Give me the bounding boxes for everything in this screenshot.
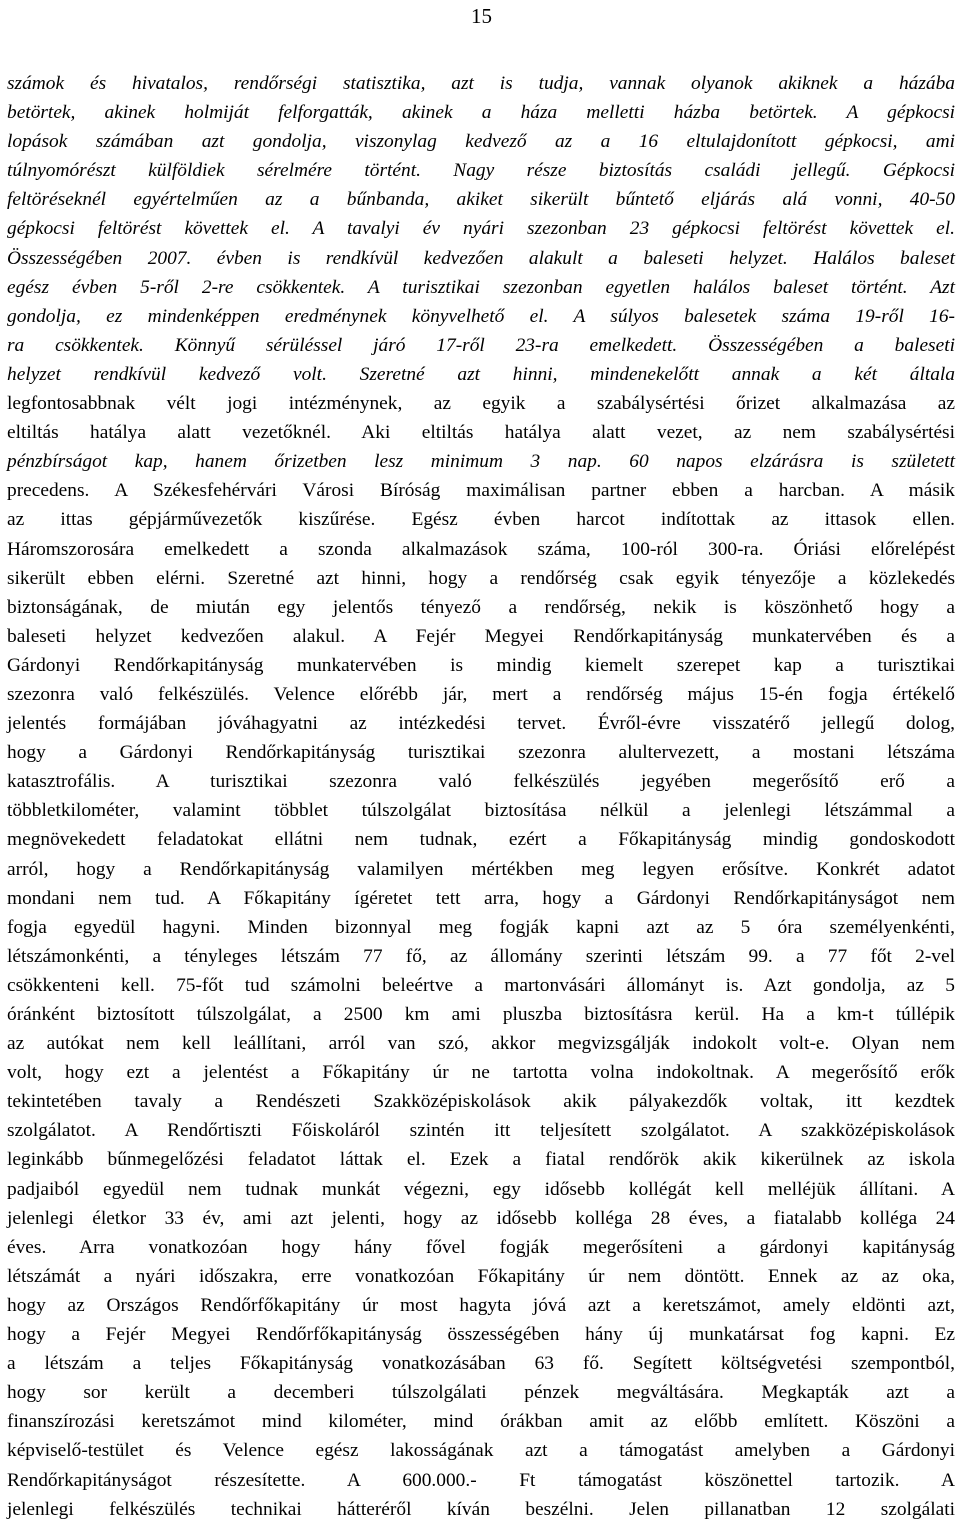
text-line: sikerült ebben elérni. Szeretné azt hinni, hogy a rendőrség csak egyik tényezője a közlekedés (7, 567, 955, 589)
text-line: katasztrofális. A turisztikai szezonra való felkészülés jegyében megerősítő erő a (7, 771, 955, 793)
text-line: hogy sor került a decemberi túlszolgálati pénzek megváltására. Megkapták azt a (7, 1382, 955, 1404)
text-line: arról, hogy a Rendőrkapitányság valamilyen mértékben meg legyen erősítve. Konkrét adatot (7, 858, 955, 880)
text-line: hogy a Fejér Megyei Rendőrfőkapitányság összességében hány új munkatársat fog kapni. Ez (7, 1324, 955, 1346)
text-line: feltöréseknél egyértelműen az a bűnbanda, akiket sikerült bűntető eljárás alá vonni, 40-50 (7, 189, 955, 211)
text-line: Gárdonyi Rendőrkapitányság munkatervében is mindig kiemelt szerepet kap a turisztikai (7, 654, 955, 676)
text-line: szezonra való felkészülés. Velence előrébb jár, mert a rendőrség május 15-én fogja értékelő (7, 683, 955, 705)
text-line: mondani nem tud. A Főkapitány ígéretet tett arra, hogy a Gárdonyi Rendőrkapitányságot nem (7, 887, 955, 909)
text-line: csökkenteni kell. 75-főt tud számolni beleértve a martonvásári állományt is. Azt gondolja, az 5 (7, 974, 955, 996)
text-line: finanszírozási keretszámot mind kilométer, mind órákban amit az előbb említett. Köszöni a (7, 1411, 955, 1433)
text-line: megnövekedett feladatokat ellátni nem tudnak, ezért a Főkapitányság mindig gondoskodott (7, 829, 955, 851)
text-line: ra csökkentek. Könnyű sérüléssel járó 17-ről 23-ra emelkedett. Összességében a baleseti (7, 334, 955, 356)
text-line: hogy a Gárdonyi Rendőrkapitányság turisztikai szezonra alultervezett, a mostani létszáma (7, 742, 955, 764)
text-line: volt, hogy ezt a jelentést a Főkapitány úr ne tartotta volna indokoltnak. A megerősítő erők (7, 1062, 955, 1084)
text-line: egész évben 5-ről 2-re csökkentek. A turisztikai szezonban egyetlen halálos baleset történt. Azt (7, 276, 955, 298)
text-line: fogja egyedül hagyni. Minden bizonnyal meg fogják kapni azt az 5 óra személyenkénti, (7, 916, 955, 938)
text-line: túlnyomórészt külföldiek sérelmére történt. Nagy része biztosítás családi jellegű. Gépkocsi (7, 160, 955, 182)
text-line: gondolja, ez mindenképpen eredménynek könyvelhető el. A súlyos balesetek száma 19-ről 16- (7, 305, 955, 327)
text-line: pénzbírságot kap, hanem őrizetben lesz minimum 3 nap. 60 napos elzárásra is született (7, 451, 955, 473)
body-text (7, 69, 955, 1524)
text-line: leginkább bűnmegelőzési feladatot láttak el. Ezek a fiatal rendőrök akik kikerülnek az iskola (7, 1149, 955, 1171)
text-line: hogy az Országos Rendőrfőkapitány úr most hagyta jóvá azt a keretszámot, amely eldönti azt, (7, 1294, 955, 1316)
text-line: jelenlegi életkor 33 év, ami azt jelenti, hogy az idősebb kolléga 28 éves, a fiatalabb kolléga 24 (7, 1207, 955, 1229)
text-line: biztonságának, de miután egy jelentős tényező a rendőrség, nekik is köszönhető hogy a (7, 596, 955, 618)
text-line: precedens. A Székesfehérvári Városi Bíróság maximálisan partner ebben a harcban. A másik (7, 480, 955, 502)
text-line: az ittas gépjárművezetők kiszűrése. Egész évben harcot indítottak az ittasok ellen. (7, 509, 955, 531)
text-line: a létszám a teljes Főkapitányság vonatkozásában 63 fő. Segített költségvetési szempontból, (7, 1353, 955, 1375)
text-line: legfontosabbnak vélt jogi intézménynek, az egyik a szabálysértési őrizet alkalmazása az (7, 393, 955, 415)
text-line: betörtek, akinek holmiját felforgatták, akinek a háza melletti házba betörtek. A gépkocsi (7, 102, 955, 124)
text-line: létszámonkénti, a tényleges létszám 77 fő, az állomány szerinti létszám 99. a 77 főt 2-vel (7, 945, 955, 967)
text-line: jelentés formájában jóváhagyatni az intézkedési tervet. Évről-évre visszatérő jellegű dolog, (7, 713, 955, 735)
text-line: tekintetében tavaly a Rendészeti Szakközépiskolások akik pályakezdők voltak, itt kezdtek (7, 1091, 955, 1113)
text-line: jelenlegi felkészülés technikai hátteréről kíván beszélni. Jelen pillanatban 12 szolgálati (7, 1498, 955, 1520)
text-line: Háromszorosára emelkedett a szonda alkalmazások száma, 100-ról 300-ra. Óriási előrelépést (7, 538, 955, 560)
text-line: óránként biztosított túlszolgálat, a 2500 km ami pluszba biztosításra kerül. Ha a km-t túllépik (7, 1004, 955, 1025)
text-line: gépkocsi feltörést követtek el. A tavalyi év nyári szezonban 23 gépkocsi feltörést követtek el. (7, 218, 955, 240)
text-line: az autókat nem kell leállítani, arról van szó, akkor megvizsgálják indokolt volt-e. Olyan nem (7, 1033, 955, 1055)
text-line: helyzet rendkívül kedvező volt. Szeretné azt hinni, mindenekelőtt annak a két általa (7, 363, 955, 385)
text-line: baleseti helyzet kedvezően alakul. A Fejér Megyei Rendőrkapitányság munkatervében és a (7, 625, 955, 647)
text-line: Rendőrkapitányságot részesítette. A 600.000.- Ft támogatást köszönettel tartozik. A (7, 1469, 955, 1491)
text-line: lopások számában azt gondolja, viszonylag kedvező az a 16 eltulajdonított gépkocsi, ami (7, 131, 955, 153)
text-line: Összességében 2007. évben is rendkívül kedvezően alakult a baleseti helyzet. Halálos baleset (7, 247, 955, 269)
page-number: 15 (471, 4, 492, 28)
text-line: éves. Arra vonatkozóan hogy hány fővel fogják megerősíteni a gárdonyi kapitányság (7, 1236, 955, 1258)
text-line: eltiltás hatálya alatt vezetőknél. Aki eltiltás hatálya alatt vezet, az nem szabálysértési (7, 422, 955, 444)
text-line: számok és hivatalos, rendőrségi statisztika, azt is tudja, vannak olyanok akiknek a házába (7, 73, 955, 94)
text-line: létszámát a nyári időszakra, erre vonatkozóan Főkapitány úr nem döntött. Ennek az az oka, (7, 1265, 955, 1287)
text-line: többletkilométer, valamint többlet túlszolgálat biztosítása nélkül a jelenlegi létszámmal a (7, 800, 955, 822)
text-line: képviselő-testület és Velence egész lakosságának azt a támogatást amelyben a Gárdonyi (7, 1440, 955, 1462)
text-line: szolgálatot. A Rendőrtiszti Főiskoláról szintén itt teljesített szolgálatot. A szakközépiskolások (7, 1120, 955, 1142)
text-line: padjaiból egyedül nem tudnak munkát végezni, egy idősebb kollégát kell melléjük állítani. A (7, 1178, 955, 1200)
